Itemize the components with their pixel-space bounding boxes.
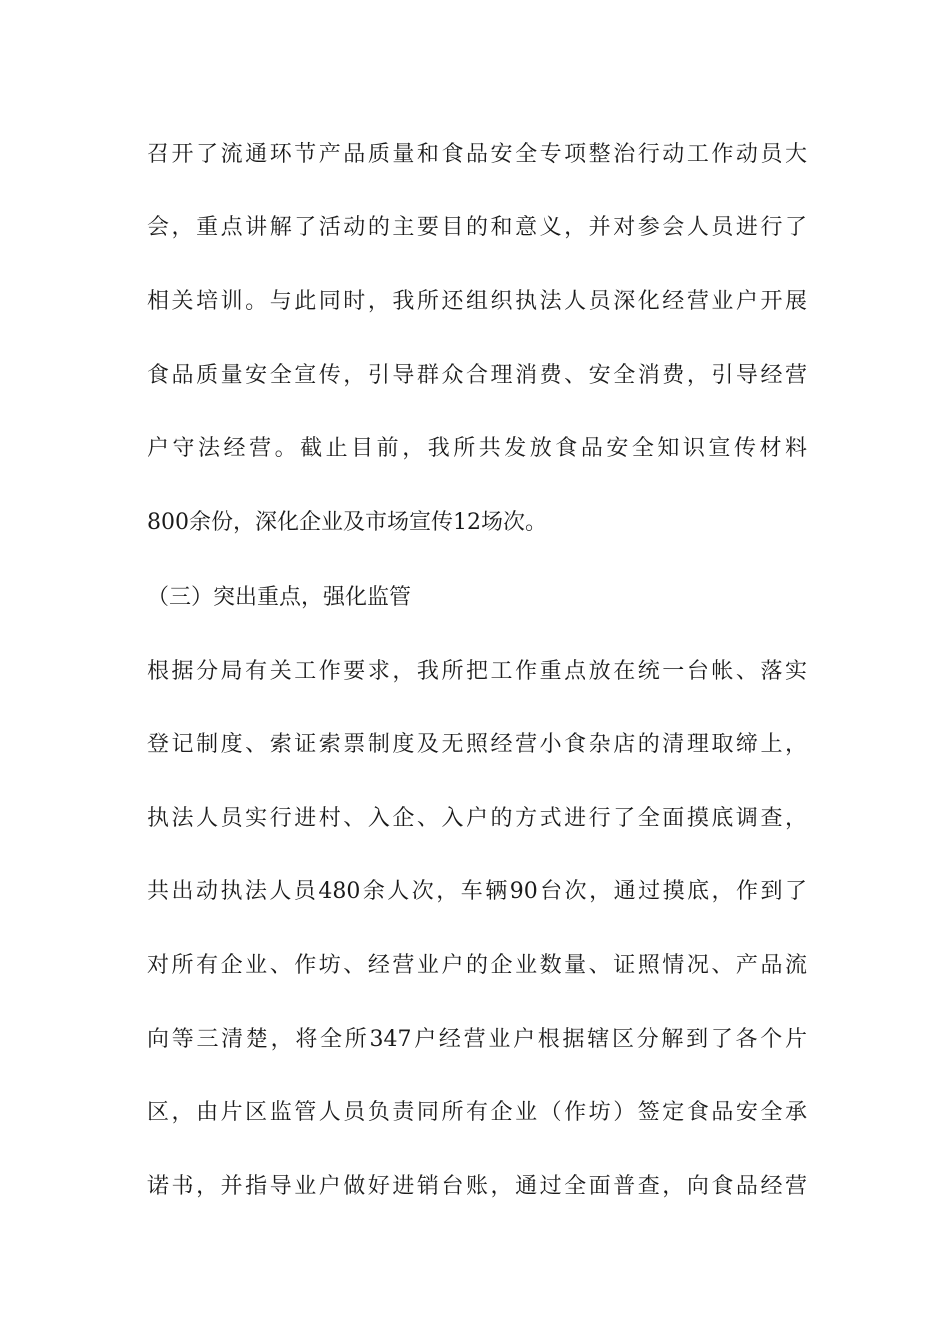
paragraph-line: 登记制度、索证索票制度及无照经营小食杂店的清理取缔上， [147,732,807,757]
section-heading: （三）突出重点，强化监管 [147,585,412,610]
paragraph-line: 会，重点讲解了活动的主要目的和意义，并对参会人员进行了 [147,215,807,240]
paragraph-line: 相关培训。与此同时，我所还组织执法人员深化经营业户开展 [147,289,807,314]
paragraph-line: 执法人员实行进村、入企、入户的方式进行了全面摸底调查， [147,806,807,831]
paragraph-line: 户守法经营。截止目前，我所共发放食品安全知识宣传材料 [147,436,807,461]
paragraph-line: 共出动执法人员480余人次，车辆90台次，通过摸底，作到了 [147,879,807,904]
paragraph-line: 800余份，深化企业及市场宣传12场次。 [147,510,547,535]
paragraph-line: 根据分局有关工作要求，我所把工作重点放在统一台帐、落实 [147,659,807,684]
paragraph-line: 召开了流通环节产品质量和食品安全专项整治行动工作动员大 [147,142,807,167]
paragraph-line: 诺书，并指导业户做好进销台账，通过全面普查，向食品经营 [147,1174,807,1199]
paragraph-line: 食品质量安全宣传，引导群众合理消费、安全消费，引导经营 [147,363,807,388]
paragraph-line: 对所有企业、作坊、经营业户的企业数量、证照情况、产品流 [147,953,807,978]
paragraph-line: 向等三清楚，将全所347户经营业户根据辖区分解到了各个片 [147,1027,807,1052]
paragraph-line: 区，由片区监管人员负责同所有企业（作坊）签定食品安全承 [147,1100,807,1125]
